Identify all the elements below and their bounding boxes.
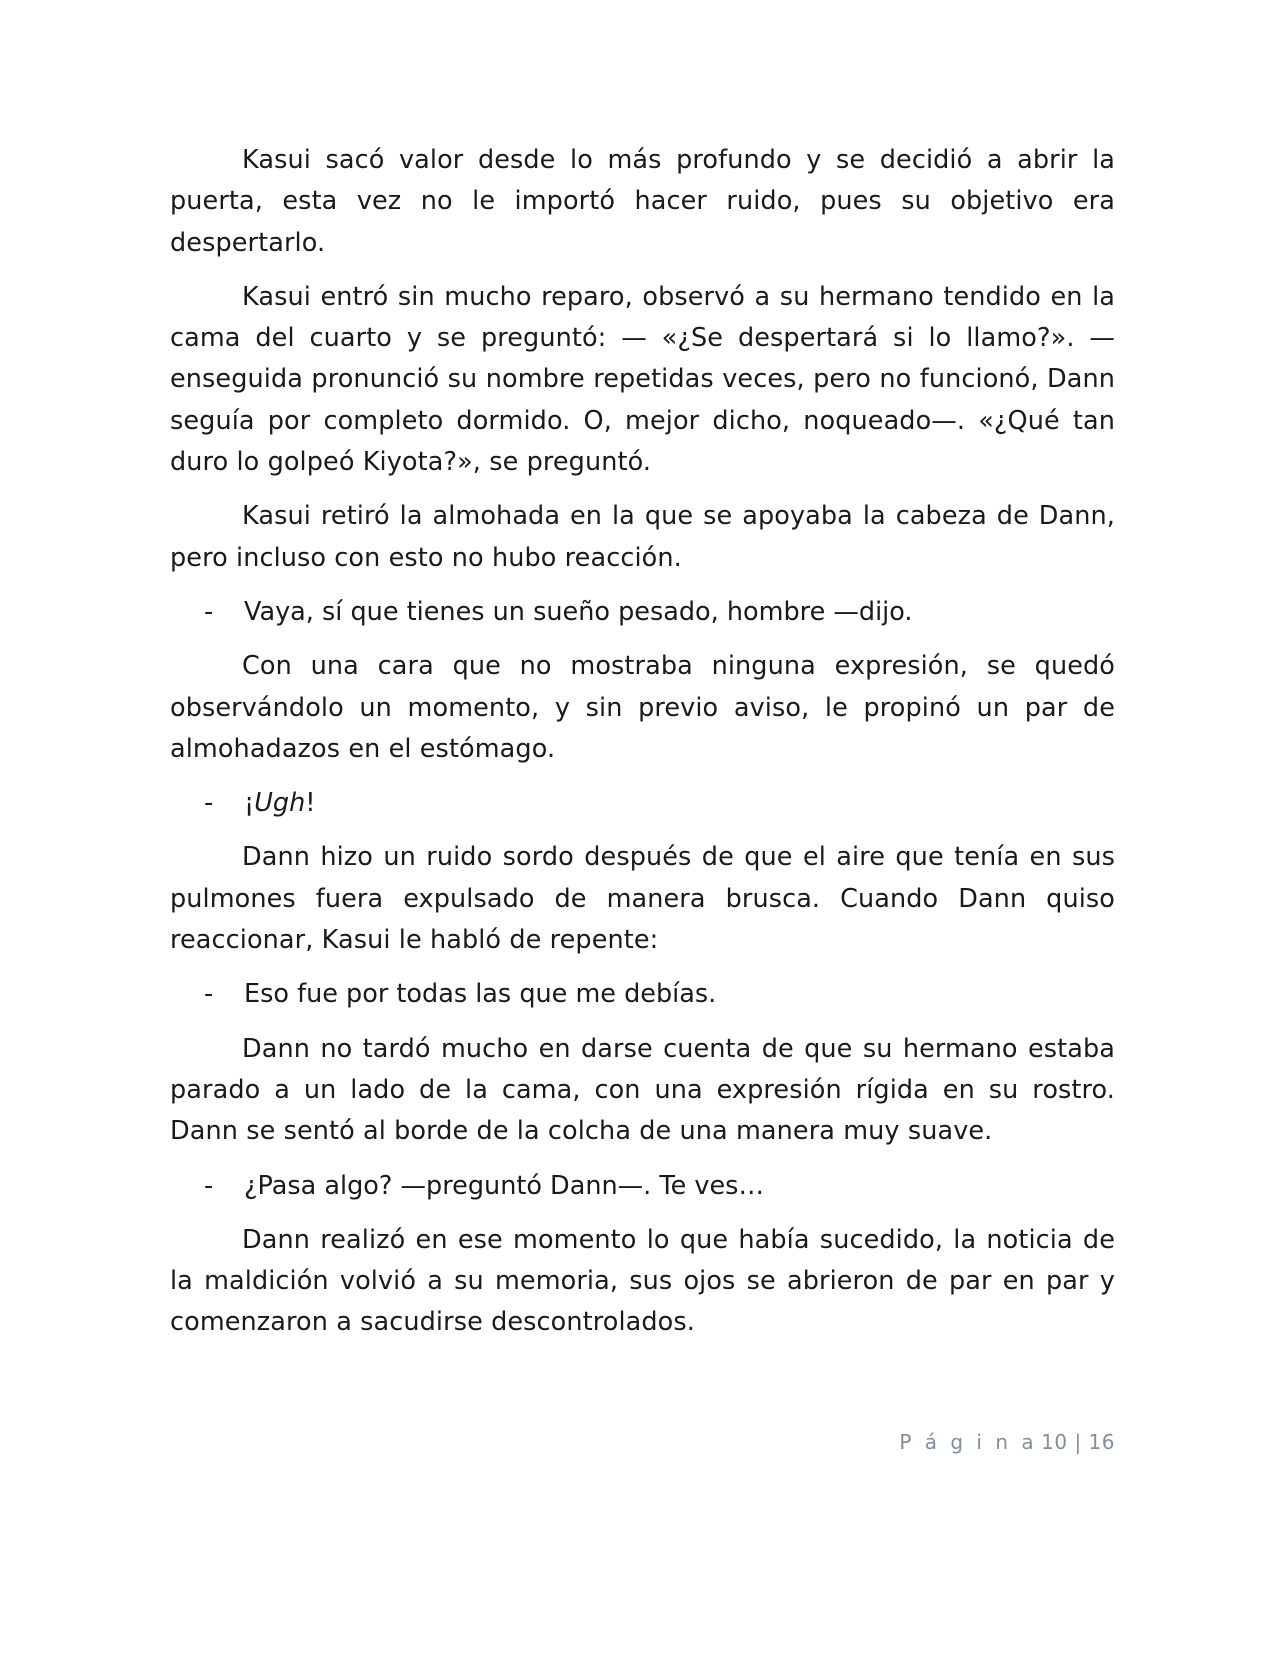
dialogue-dash: - [204,596,214,627]
paragraph-5: Dann hizo un ruido sordo después de que el aire que tenía en sus pulmones fuera expulsado de manera brusca. Cuando Dann quiso reaccionar, Kasui le habló de repente: [170,842,1115,956]
dialogue-dash: - [204,1170,214,1201]
footer-page-numbers: 10 | 16 [1041,1430,1115,1454]
paragraph-2: Kasui entró sin mucho reparo, observó a su hermano tendido en la cama del cuarto y se preguntó: — «¿Se despertará si lo llamo?». —enseguida pronunció su nombre repetidas veces, pero no funcionó, Dann seguía por completo dormido. O, mejor dicho, noqueado—. «¿Qué tan duro lo golpeó Kiyota?», se preguntó. [170,281,1115,478]
page-footer [170,1430,1115,1454]
dialogue-text: Vaya, sí que tienes un sueño pesado, hombre —dijo. [244,596,913,627]
dialogue-dash: - [204,979,214,1010]
dialogue-suffix: ! [305,788,316,819]
paragraph-4: Con una cara que no mostraba ninguna expresión, se quedó observándolo un momento, y sin previo aviso, le propinó un par de almohadazos en el estómago. [170,651,1115,764]
dialogue-italic-word: Ugh [254,788,306,819]
dialogue-line-4 [170,1166,1115,1207]
dialogue-text [244,783,1115,824]
dialogue-line-2 [170,783,1115,824]
paragraph-1: Kasui sacó valor desde lo más profundo y se decidió a abrir la puerta, esta vez no le importó hacer ruido, pues su objetivo era despertarlo. [170,145,1115,258]
paragraph-6: Dann no tardó mucho en darse cuenta de que su hermano estaba parado a un lado de la cama, con una expresión rígida en su rostro. Dann se sentó al borde de la colcha de una manera muy suave. [170,1033,1115,1147]
paragraph-3: Kasui retiró la almohada en la que se apoyaba la cabeza de Dann, pero incluso con esto no hubo reacción. [170,501,1115,573]
dialogue-text: Eso fue por todas las que me debías. [244,979,717,1010]
paragraph-7: Dann realizó en ese momento lo que había sucedido, la noticia de la maldición volvió a su memoria, sus ojos se abrieron de par en par y comenzaron a sacudirse descontrolados. [170,1224,1115,1338]
dialogue-dash: - [204,788,214,819]
dialogue-text: ¿Pasa algo? —preguntó Dann—. Te ves… [244,1170,764,1201]
footer-page-label: P á g i n a [899,1430,1038,1454]
dialogue-line-1 [170,592,1115,633]
dialogue-prefix: ¡ [244,788,255,819]
dialogue-line-3 [170,974,1115,1015]
